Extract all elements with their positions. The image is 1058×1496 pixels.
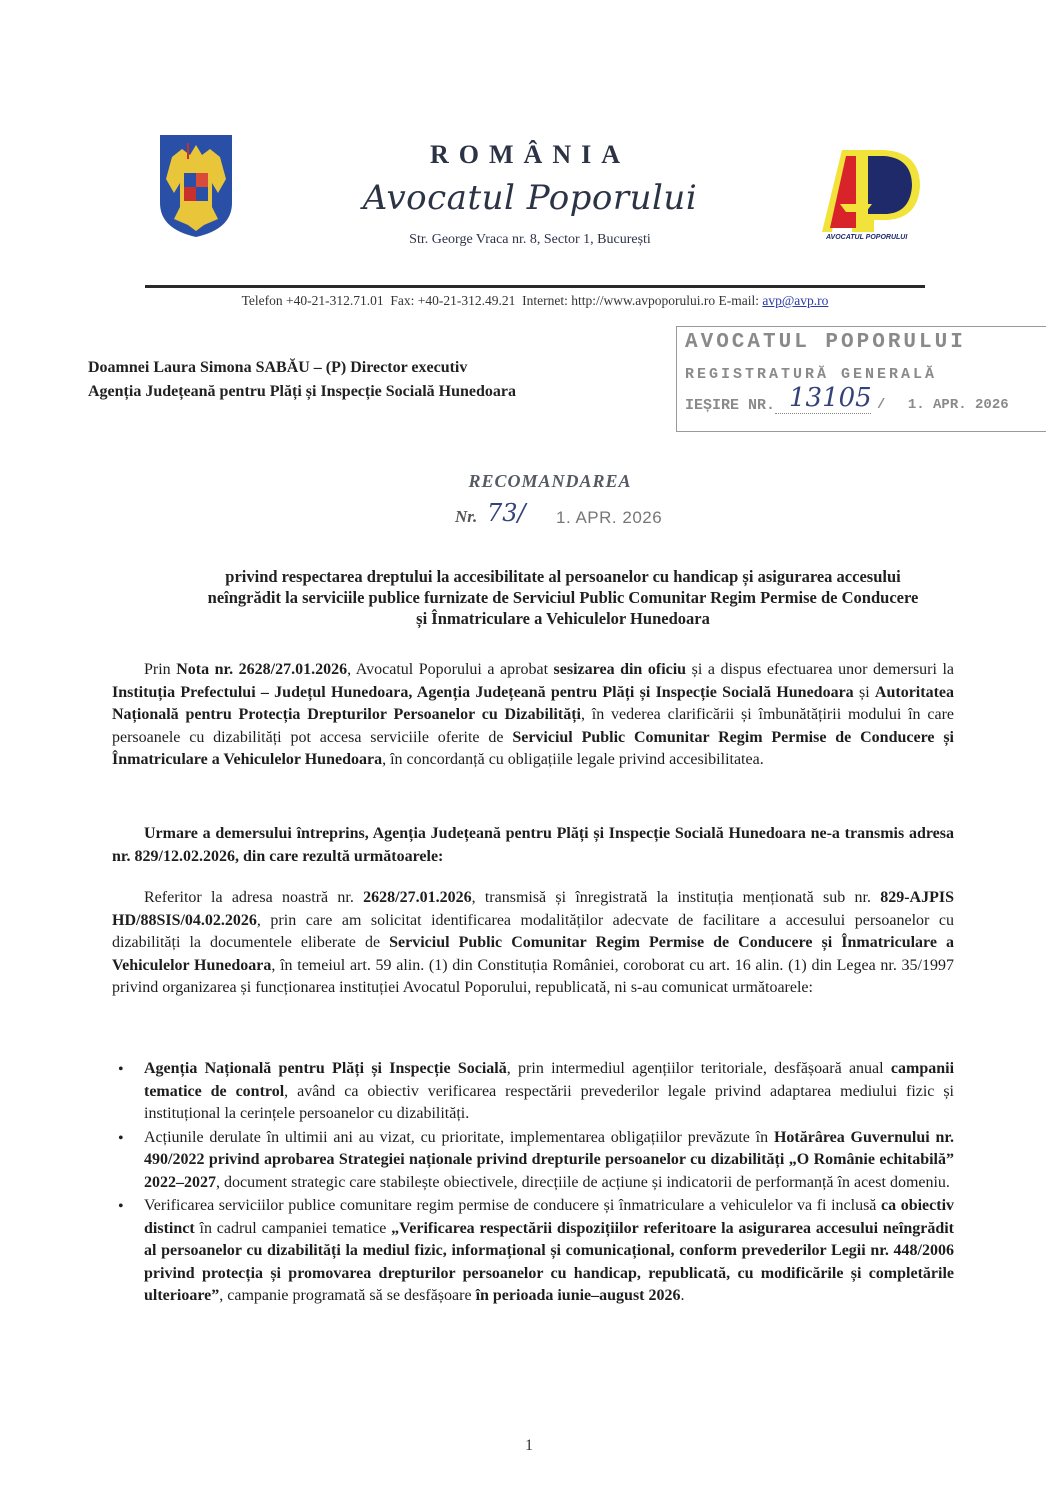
text: , prin care am solicitat identificarea modalităților adecvate de facilitare a accesului persoanelor cu dizabilități la documentele eliberate de xyxy=(112,911,954,951)
recommendation-number: 73/ xyxy=(487,499,526,527)
text: , prin intermediul agențiilor teritoriale, desfășoară anual xyxy=(506,1060,891,1077)
text: , transmisă și înregistrată la instituția menționată sub nr. xyxy=(471,889,881,906)
text-bold: 829-AJPIS HD/88SIS/04.02.2026 xyxy=(112,889,954,929)
website[interactable]: Internet: http://www.avpoporului.ro xyxy=(522,293,716,308)
institution-address: Str. George Vraca nr. 8, Sector 1, București xyxy=(409,232,651,247)
text-bold: Urmare a demersului întreprins, Agenția Județeană pentru Plăți și Inspecție Socială Hunedoara ne-a transmis adresa nr. 829/12.02.2026, din care rezultă următoarele: xyxy=(112,825,954,865)
stamp-exit-label: IEȘIRE NR. xyxy=(685,397,776,414)
text-bold: Autoritatea Națională pentru Protecția Drepturilor Persoanelor cu Dizabilități xyxy=(112,683,954,723)
fax: Fax: +40-21-312.49.21 xyxy=(390,293,516,308)
paragraph-intro xyxy=(112,659,954,772)
text: Acțiunile derulate în ultimii ani au vizat, cu prioritate, implementarea obligațiilor prevăzute în xyxy=(144,1128,774,1146)
paragraph-response xyxy=(112,823,954,868)
list-item xyxy=(114,1058,954,1126)
text: în cadrul campaniei tematice xyxy=(194,1219,392,1237)
text: , în concordanță cu obligațiile legale privind accesibilitatea. xyxy=(382,751,764,768)
stamp-institution: AVOCATUL POPORULUI xyxy=(685,331,966,354)
text: , document strategic care stabilește obiectivele, direcțiile de acțiune și indicatorii de performanță în acest domeniu. xyxy=(216,1173,950,1191)
findings-list xyxy=(114,1058,954,1309)
text-bold: Serviciul Public Comunitar Regim Permise de Conducere și Înmatriculare a Vehiculelor Hunedoara xyxy=(112,728,954,768)
text: , având ca obiectiv verificarea respectării prevederilor legale privind adaptarea mediului fizic și instituțional la cerințele persoanelor cu dizabilități. xyxy=(144,1082,954,1122)
addressee-name: Doamnei Laura Simona SABĂU – (P) Director executiv xyxy=(88,359,468,376)
document-title: RECOMANDAREA xyxy=(468,471,632,491)
bullet-icon: • xyxy=(118,1129,124,1147)
subject-line: privind respectarea dreptului la accesibilitate al persoanelor cu handicap și asigurarea accesului xyxy=(225,567,901,586)
email-label: E-mail: xyxy=(718,293,759,308)
subject-line: și Înmatriculare a Vehiculelor Hunedoara xyxy=(416,609,710,628)
avocatul-poporului-logo-icon xyxy=(812,140,928,250)
text: , campanie programată să se desfășoare xyxy=(219,1287,476,1304)
registry-stamp xyxy=(676,326,1046,432)
text: , în temeiul art. 59 alin. (1) din Constituția României, coroborat cu art. 16 alin. (1) din Legea nr. 35/1997 privind organizarea și funcționarea instituției Avocatul Poporului, republicată, ni s-au comunicat următoarele: xyxy=(112,956,954,996)
stamp-exit-number: 13105 xyxy=(789,383,872,413)
text: . xyxy=(680,1287,685,1304)
text-bold: campanii tematice de control xyxy=(144,1060,955,1100)
bullet-icon: • xyxy=(118,1061,124,1078)
stamp-number-line xyxy=(775,413,871,414)
stamp-separator: / xyxy=(877,397,886,413)
text-bold: Serviciul Public Comunitar Regim Permise de Conducere și Înmatriculare a Vehiculelor Hunedoara xyxy=(112,934,955,974)
bullet-icon: • xyxy=(118,1198,124,1215)
stamp-registry: REGISTRATURĂ GENERALĂ xyxy=(685,366,938,383)
text-bold: Agenția Națională pentru Plăți și Inspecție Socială xyxy=(144,1060,507,1077)
text: Referitor la adresa noastră nr. xyxy=(144,889,364,906)
email-link[interactable]: avp@avp.ro xyxy=(762,293,829,308)
header-divider xyxy=(145,285,925,288)
romania-coat-of-arms-icon xyxy=(158,133,234,239)
logo-caption: AVOCATUL POPORULUI xyxy=(826,234,908,241)
text: Verificarea serviciilor publice comunitare regim permise de conducere și înmatriculare a vehiculelor va fi inclusă xyxy=(144,1197,881,1214)
text-bold: sesizarea din oficiu xyxy=(553,661,687,678)
recommendation-date: 1. APR. 2026 xyxy=(556,508,663,527)
text: Prin xyxy=(144,661,177,678)
stamp-date-value: 1. APR. 2026 xyxy=(907,397,1009,413)
addressee xyxy=(88,356,516,404)
institution-name: Avocatul Poporului xyxy=(362,178,698,218)
text-bold: Instituția Prefectului – Județul Hunedoara, Agenția Județeană pentru Plăți și Inspecție Socială Hunedoara xyxy=(112,683,854,701)
addressee-institution: Agenția Județeană pentru Plăți și Inspecție Socială Hunedoara xyxy=(88,383,517,400)
list-item xyxy=(114,1195,954,1308)
document-subject xyxy=(88,566,1038,629)
text-bold: „Verificarea respectării dispozițiilor referitoare la asigurarea accesului neîngrădit al persoanelor cu dizabilități la mediul fizic, informațional și comunicațional, conform prevederilor Legii nr. 448/2006 privind protecția și promovarea drepturilor persoanelor cu handicap, republicată, cu modificările și completările ulterioare” xyxy=(144,1219,955,1304)
text-bold: în perioada iunie–august 2026 xyxy=(475,1287,681,1304)
page-number: 1 xyxy=(525,1437,533,1454)
note-reference: Nota nr. 2628/27.01.2026 xyxy=(176,661,348,678)
list-item xyxy=(114,1127,954,1195)
subject-line: neîngrădit la serviciile publice furnizate de Serviciul Public Comunitar Regim Permise de Conducere xyxy=(207,588,919,607)
text-bold: Hotărârea Guvernului nr. 490/2022 privind aprobarea Strategiei naționale privind drepturile persoanelor cu dizabilități „O Românie echitabilă” 2022–2027 xyxy=(144,1128,955,1191)
text: , Avocatul Poporului a aprobat xyxy=(347,661,554,678)
paragraph-reference xyxy=(112,887,954,1000)
phone: Telefon +40-21-312.71.01 xyxy=(241,293,384,308)
text: și a dispus efectuarea unor demersuri la xyxy=(686,661,955,678)
recommendation-number-label: Nr. xyxy=(455,507,478,526)
text-bold: ca obiectiv distinct xyxy=(144,1197,955,1237)
text-bold: 2628/27.01.2026 xyxy=(363,889,472,906)
stamp-date xyxy=(877,397,1009,413)
text: , în vederea clarificării și îmbunătățirii modului în care persoanele cu dizabilități pot accesa serviciile oferite de xyxy=(112,706,954,746)
text: și xyxy=(853,683,875,701)
country-name: ROMÂNIA xyxy=(430,140,630,169)
contact-line xyxy=(145,293,925,309)
